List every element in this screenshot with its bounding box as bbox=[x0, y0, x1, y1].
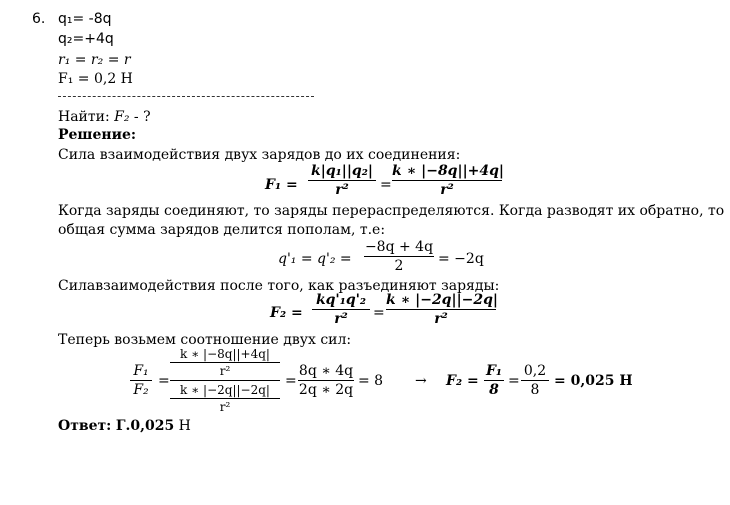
fraction-bar bbox=[521, 380, 549, 381]
given-separator bbox=[58, 96, 314, 97]
find-label: Найти: bbox=[58, 109, 110, 125]
fraction-bar bbox=[312, 309, 370, 310]
eq4-big-den-bot: r² bbox=[219, 400, 231, 414]
fraction-bar bbox=[364, 256, 434, 257]
eq4-compound-fraction bbox=[170, 348, 280, 413]
eq4-simplified bbox=[298, 364, 354, 397]
text-line-5: Теперь возьмем соотношение двух сил: bbox=[58, 332, 352, 348]
eq4-f2-fraction bbox=[484, 364, 504, 397]
text-line-4: Силавзаимодействия после того, как разъединяют заряды: bbox=[58, 278, 500, 294]
eq4-big-num-bot: r² bbox=[219, 364, 231, 378]
eq4-ratio-num: F₁ bbox=[133, 363, 149, 379]
eq4-equals-c: = bbox=[508, 373, 520, 389]
problem-number: 6. bbox=[32, 11, 46, 27]
eq3-fraction-1 bbox=[312, 293, 370, 326]
answer-label: Ответ: bbox=[58, 418, 112, 434]
eq4-val-den: 8 bbox=[530, 382, 540, 398]
arrow-right-icon: → bbox=[415, 373, 427, 389]
eq3-den1: r² bbox=[334, 311, 348, 327]
fraction-bar bbox=[170, 398, 280, 399]
fraction-bar bbox=[386, 309, 496, 310]
eq1-fraction-2 bbox=[392, 163, 505, 198]
eq4-f2-lhs: F₂ = bbox=[446, 373, 479, 389]
eq4-final: = 0,025 Н bbox=[554, 373, 633, 389]
text-line-2: Когда заряды соединяют, то заряды перераспределяются. Когда разводят их обратно, то bbox=[58, 203, 725, 219]
eq2-num: −8q + 4q bbox=[364, 239, 434, 255]
text-line-3: общая сумма зарядов делится пополам, т.е: bbox=[58, 222, 386, 238]
eq4-value-fraction bbox=[521, 364, 549, 397]
find-unknown: F₂ bbox=[114, 109, 130, 125]
given-q2: q₂=+4q bbox=[58, 31, 114, 47]
answer-value: Г.0,025 bbox=[115, 418, 175, 434]
eq4-f2-num: F₁ bbox=[485, 363, 503, 379]
eq4-big-den-top: k ∗ |−2q||−2q| bbox=[180, 383, 270, 397]
given-q1: q₁= -8q bbox=[58, 11, 112, 27]
eq3-den2: r² bbox=[434, 311, 448, 327]
fraction-bar bbox=[170, 362, 280, 363]
eq4-val-num: 0,2 bbox=[523, 363, 547, 379]
find-line bbox=[58, 110, 151, 124]
eq4-equals-a: = bbox=[158, 373, 170, 389]
eq4-f2-den: 8 bbox=[489, 382, 499, 398]
eq4-big-num-top: k ∗ |−8q||+4q| bbox=[180, 347, 270, 361]
eq1-num1: k|q₁||q₂| bbox=[311, 163, 373, 179]
eq3-equals: = bbox=[373, 305, 385, 321]
eq4-equals-b: = bbox=[285, 373, 297, 389]
find-suffix: - ? bbox=[133, 109, 151, 125]
eq1-den1: r² bbox=[335, 182, 349, 198]
eq4-simp-den: 2q ∗ 2q bbox=[298, 382, 354, 398]
fraction-bar bbox=[392, 180, 502, 181]
eq3-fraction-2 bbox=[386, 292, 499, 327]
fraction-main-bar bbox=[170, 380, 280, 381]
eq3-lhs: F₂ = bbox=[270, 305, 303, 321]
eq1-lhs: F₁ = bbox=[265, 177, 298, 193]
eq1-num2: k ∗ |−8q||+4q| bbox=[392, 163, 505, 179]
eq2-lhs: q'₁ = q'₂ = bbox=[278, 251, 352, 267]
fraction-bar bbox=[308, 180, 376, 181]
eq1-equals: = bbox=[380, 177, 392, 193]
fraction-bar bbox=[130, 380, 152, 381]
solution-label: Решение: bbox=[58, 127, 137, 143]
eq1-fraction-1 bbox=[308, 164, 376, 197]
eq1-den2: r² bbox=[440, 182, 454, 198]
text-line-1: Сила взаимодействия двух зарядов до их соединения: bbox=[58, 147, 461, 163]
eq4-ratio bbox=[130, 364, 152, 397]
fraction-bar bbox=[484, 380, 504, 381]
given-r: r₁ = r₂ = r bbox=[58, 52, 131, 68]
eq2-rhs: = −2q bbox=[438, 251, 484, 267]
eq4-simp-num: 8q ∗ 4q bbox=[298, 363, 354, 379]
eq3-num1: kq'₁q'₂ bbox=[315, 292, 367, 308]
fraction-bar bbox=[298, 380, 354, 381]
eq4-ratio-den: F₂ bbox=[133, 382, 149, 398]
eq4-result: = 8 bbox=[358, 373, 384, 389]
answer-line bbox=[58, 419, 191, 433]
given-f1: F₁ = 0,2 Н bbox=[58, 71, 133, 87]
eq2-fraction bbox=[364, 240, 434, 273]
answer-unit: Н bbox=[178, 418, 191, 434]
eq2-den: 2 bbox=[394, 258, 404, 274]
eq3-num2: k ∗ |−2q||−2q| bbox=[386, 292, 499, 308]
